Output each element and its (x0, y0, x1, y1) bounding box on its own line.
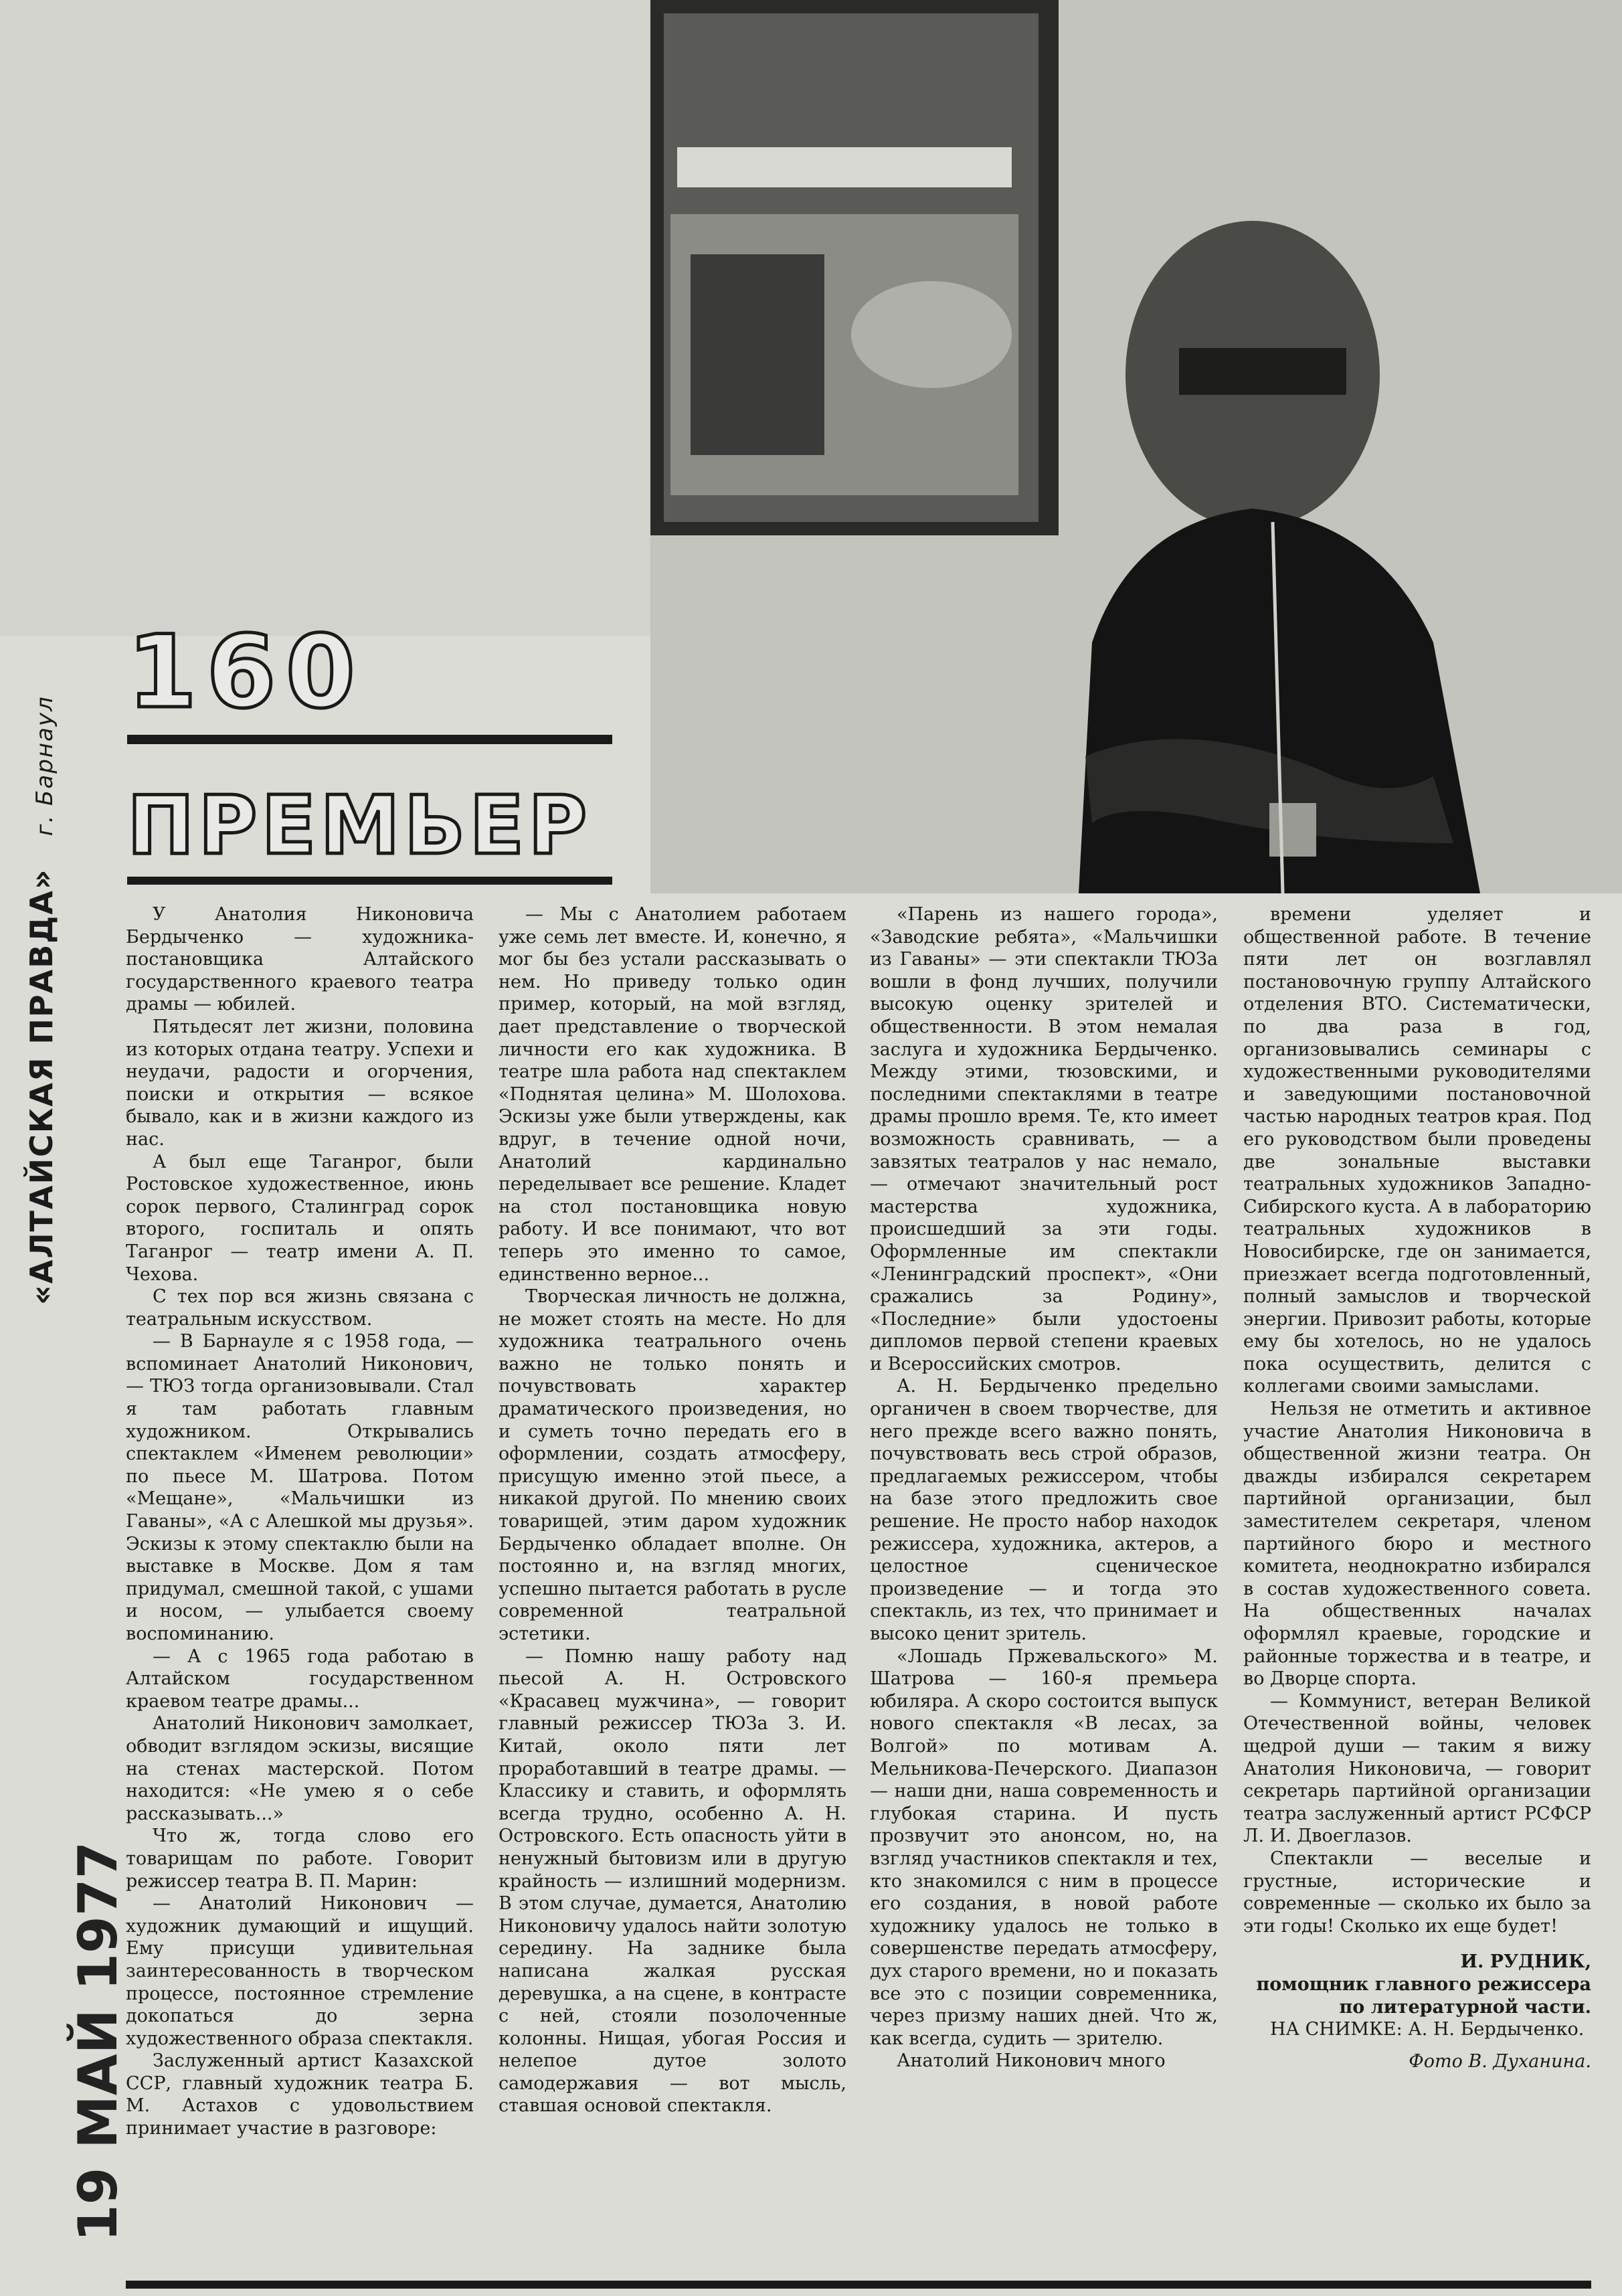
paragraph: «Лошадь Пржевальского» М. Шатрова — 160-я премьера юбиляра. А скоро состоится выпуск нового спектакля «В лесах, за Волгой» по мотивам А. Мельникова-Печерского. Диапазон — наши дни, наша современность и глубокая старина. И пусть прозвучит это анонсом, но, на взгляд участников спектакля и тех, кто знакомился с ним в процессе его создания, в новой работе художнику удалось не только в совершенстве передать атмосферу, дух старого времени, но и показать все это с позиции современника, через призму наших дней. Что ж, как всегда, судить — зрителю. (870, 1646, 1218, 2049)
portrait-photo-icon (650, 0, 1622, 893)
newspaper-city: г. Барнаул (31, 695, 58, 836)
paragraph: Нельзя не отметить и активное участие Анатолия Никоновича в общественной жизни театра. Он дважды избирался секретарем партийной организации, был заместителем секретаря, членом партийного бюро и местного комитета, неоднократно избирался в состав художественного совета. На общественных началах оформлял краевые, городские и районные торжества и в театре, и во Дворце спорта. (1243, 1399, 1591, 1690)
headline-rule-top (127, 735, 612, 744)
paragraph: времени уделяет и общественной работе. В течение пяти лет он возглавлял постановочную группу Алтайского отделения ВТО. Систематически, по два раза в год, организовывались семинары с художественными руководителями и заведующими постановочной частью народных театров края. Под его руководством были проведены две зональные выставки театральных художников Западно-Сибирского куста. А в лабораторию театральных художников в Новосибирске, где он занимается, приезжает всегда подготовленный, полный замыслов и творческой энергии. Привозит работы, которые ему бы хотелось, но не удалось пока осуществить, делится с коллегами своими замыслами. (1243, 904, 1591, 1397)
paragraph: А был еще Таганрог, были Ростовское художественное, июнь сорок первого, Сталинград сорок второго, госпиталь и опять Таганрог — театр имени А. П. Чехова. (126, 1151, 474, 1285)
photo-caption: НА СНИМКЕ: А. Н. Бердыченко. (1270, 2019, 1585, 2040)
article-column-3 (870, 903, 1218, 2072)
headline-word: ПРЕМЬЕР (127, 780, 592, 873)
article-column-4 (1243, 903, 1591, 2072)
paragraph: «Парень из нашего города», «Заводские ребята», «Мальчишки из Гаваны» — эти спектакли ТЮЗа вошли в фонд лучших, получили высокую оценку зрителей и общественности. В этом немалая заслуга и художника Бердыченко. Между этими, тюзовскими, и последними спектаклями в театре драмы прошло время. Те, кто имеет возможность сравнивать, — а завзятых театралов у нас немало, — отмечают значительный рост мастерства художника, происшедший за эти годы. Оформленные им спектакли «Ленинградский проспект», «Они сражались за Родину», «Последние» были удостоены дипломов первой степени краевых и Всероссийских смотров. (870, 904, 1218, 1375)
paragraph: С тех пор вся жизнь связана с театральным искусством. (126, 1286, 474, 1330)
paragraph: Пятьдесят лет жизни, половина из которых отдана театру. Успехи и неудачи, радости и огорчения, поиски и открытия — всякое бывало, как и в жизни каждого из нас. (126, 1016, 474, 1150)
paragraph: Спектакли — веселые и грустные, исторические и современные — сколько их было за эти годы! Сколько их еще будет! (1243, 1848, 1591, 1937)
paragraph: Анатолий Никонович много (897, 2050, 1166, 2072)
paragraph: — А с 1965 года работаю в Алтайском государственном краевом театре драмы... (126, 1646, 474, 1712)
clipping-background (0, 0, 652, 636)
newspaper-name: «АЛТАЙСКАЯ ПРАВДА» (23, 868, 60, 1305)
portrait-photo (650, 0, 1622, 893)
paragraph: Заслуженный артист Казахской ССР, главный художник театра Б. М. Астахов с удовольствием принимает участие в разговоре: (126, 2050, 474, 2139)
paragraph: — Коммунист, ветеран Великой Отечественной войны, человек щедрой души — таким я вижу Анатолия Никоновича, — говорит секретарь партийной организации театра заслуженный артист РСФСР Л. И. Двоеглазов. (1243, 1690, 1591, 1847)
paragraph: Анатолий Никонович замолкает, обводит взглядом эскизы, висящие на стенах мастерской. Потом находится: «Не умею я о себе рассказывать...» (126, 1713, 474, 1824)
date-stamp: 19 МАЙ 1977 (67, 1841, 129, 2242)
paragraph: А. Н. Бердыченко предельно органичен в своем творчестве, для него прежде всего важно понять, почувствовать весь строй образов, предлагаемых режиссером, чтобы на базе этого предложить свое решение. Не просто набор находок режиссера, художника, актеров, а целостное сценическое произведение — и тогда это спектакль, из тех, что принимает и высоко ценит зритель. (870, 1376, 1218, 1644)
headline-number: 160 (127, 614, 365, 731)
paragraph: У Анатолия Никоновича Бердыченко — художника-постановщика Алтайского государственного краевого театра драмы — юбилей. (126, 904, 474, 1015)
bottom-rule (126, 2281, 1591, 2289)
photo-credit: Фото В. Духанина. (1409, 2050, 1591, 2072)
article-column-1 (126, 903, 474, 2140)
author-title: помощник главного режиссера по литературной части. (1256, 1973, 1591, 2018)
paragraph: — В Барнауле я с 1958 года, — вспоминает Анатолий Никонович, — ТЮЗ тогда организовывали. Стал я там работать главным художником. Открывались спектаклем «Именем революции» по пьесе М. Шатрова. Потом «Мещане», «Мальчишки из Гаваны», «А с Алешкой мы друзья». Эскизы к этому спектаклю были на выставке в Москве. Дом я там придумал, смешной такой, с ушами и носом, — улыбается своему воспоминанию. (126, 1331, 474, 1644)
headline-rule-bottom (127, 877, 612, 885)
newspaper-masthead (23, 695, 77, 1305)
paragraph: — Анатолий Никонович — художник думающий и ищущий. Ему присущи удивительная заинтересованность в творческом процессе, постоянное стремление докопаться до зерна художественного образа спектакля. (126, 1893, 474, 2049)
paragraph: — Помню нашу работу над пьесой А. Н. Островского «Красавец мужчина», — говорит главный режиссер ТЮЗа З. И. Китай, около пяти лет проработавший в театре драмы. — Классику и ставить, и оформлять всегда трудно, особенно А. Н. Островского. Есть опасность уйти в ненужный бытовизм или в другую крайность — излишний модернизм. В этом случае, думается, Анатолию Никоновичу удалось найти золотую середину. На заднике была написана жалкая русская деревушка, а на сцене, в контрасте с ней, стояли позолоченные колонны. Нищая, убогая Россия и нелепое дутое золото самодержавия — вот мысль, ставшая основой спектакля. (499, 1646, 846, 2117)
paragraph: — Мы с Анатолием работаем уже семь лет вместе. И, конечно, я мог бы без устали рассказывать о нем. Но приведу только один пример, который, на мой взгляд, дает представление о творческой личности его как художника. В театре шла работа над спектаклем «Поднятая целина» М. Шолохова. Эскизы уже были утверждены, как вдруг, в течение одной ночи, Анатолий кардинально переделывает все решение. Кладет на стол постановщика новую работу. И все понимают, что вот теперь это именно то самое, единственно верное... (499, 904, 846, 1285)
article-column-2 (499, 903, 846, 2117)
author-signature: И. РУДНИК, (1460, 1951, 1591, 1973)
paragraph: Творческая личность не должна, не может стоять на месте. Но для художника театрального очень важно не только понять и почувствовать характер драматического произведения, но и суметь точно передать его в оформлении, создать атмосферу, присущую именно этой пьесе, а никакой другой. По мнению своих товарищей, этим даром художник Бердыченко обладает вполне. Он постоянно и, на взгляд многих, успешно пытается работать в русле современной театральной эстетики. (499, 1286, 846, 1644)
paragraph: Что ж, тогда слово его товарищам по работе. Говорит режиссер театра В. П. Марин: (126, 1826, 474, 1892)
